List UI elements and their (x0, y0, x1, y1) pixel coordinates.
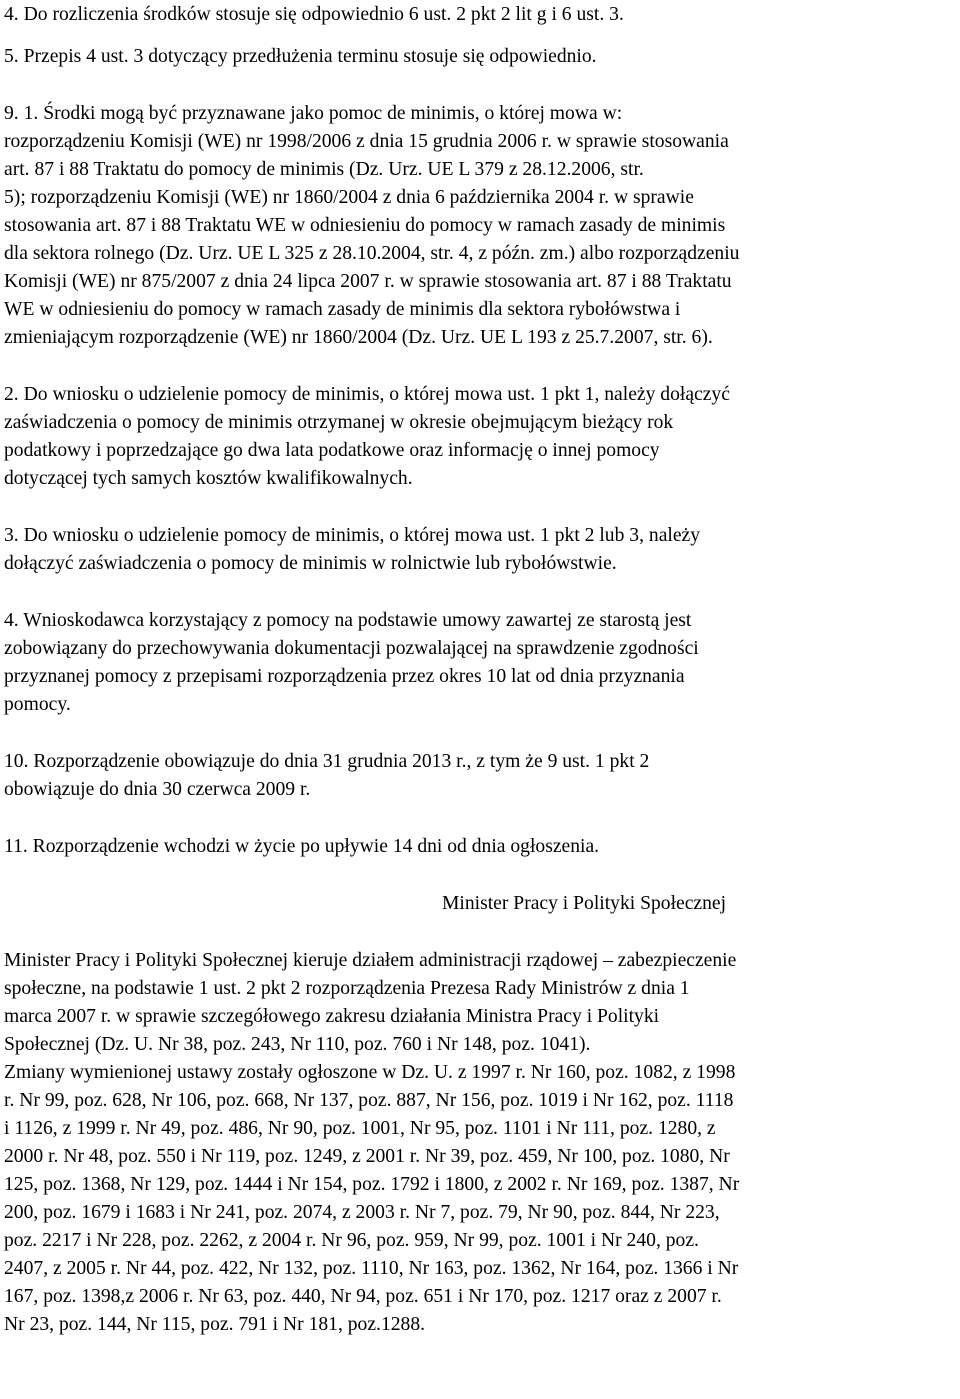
text-line: marca 2007 r. w sprawie szczegółowego zakresu działania Ministra Pracy i Polityki (4, 1006, 660, 1027)
text-line: obowiązuje do dnia 30 czerwca 2009 r. (4, 779, 311, 800)
text-line: społeczne, na podstawie 1 ust. 2 pkt 2 rozporządzenia Prezesa Rady Ministrów z dnia 1 (4, 978, 690, 999)
text-line: 200, poz. 1679 i 1683 i Nr 241, poz. 2074, z 2003 r. Nr 7, poz. 79, Nr 90, poz. 844, Nr 223, (4, 1202, 720, 1223)
text-line: Zmiany wymienionej ustawy zostały ogłoszone w Dz. U. z 1997 r. Nr 160, poz. 1082, z 1998 (4, 1062, 736, 1083)
text-line: zaświadczenia o pomocy de minimis otrzymanej w okresie obejmującym bieżący rok (4, 412, 674, 433)
text-line: art. 87 i 88 Traktatu do pomocy de minimis (Dz. Urz. UE L 379 z 28.12.2006, str. (4, 159, 644, 180)
text-line: zobowiązany do przechowywania dokumentacji pozwalającej na sprawdzenie zgodności (4, 638, 699, 659)
signature-line: Minister Pracy i Polityki Społecznej (442, 893, 727, 914)
text-line: Społecznej (Dz. U. Nr 38, poz. 243, Nr 110, poz. 760 i Nr 148, poz. 1041). (4, 1034, 591, 1055)
text-line: 167, poz. 1398,z 2006 r. Nr 63, poz. 440, Nr 94, poz. 651 i Nr 170, poz. 1217 oraz z 2007 r. (4, 1286, 722, 1307)
text-line: 4. Wnioskodawca korzystający z pomocy na podstawie umowy zawartej ze starostą jest (4, 610, 692, 631)
text-line: 5); rozporządzeniu Komisji (WE) nr 1860/2004 z dnia 6 października 2004 r. w sprawie (4, 187, 694, 208)
text-line: 9. 1. Środki mogą być przyznawane jako pomoc de minimis, o której mowa w: (4, 103, 623, 124)
text-line: 10. Rozporządzenie obowiązuje do dnia 31 grudnia 2013 r., z tym że 9 ust. 1 pkt 2 (4, 751, 650, 772)
text-line: 11. Rozporządzenie wchodzi w życie po upływie 14 dni od dnia ogłoszenia. (4, 836, 600, 857)
text-line: poz. 2217 i Nr 228, poz. 2262, z 2004 r. Nr 96, poz. 959, Nr 99, poz. 1001 i Nr 240, poz. (4, 1230, 699, 1251)
text-line: zmieniającym rozporządzenie (WE) nr 1860/2004 (Dz. Urz. UE L 193 z 25.7.2007, str. 6). (4, 327, 713, 348)
text-line: 2000 r. Nr 48, poz. 550 i Nr 119, poz. 1249, z 2001 r. Nr 39, poz. 459, Nr 100, poz. 1080, Nr (4, 1146, 730, 1167)
text-line: rozporządzeniu Komisji (WE) nr 1998/2006 z dnia 15 grudnia 2006 r. w sprawie stosowania (4, 131, 729, 152)
text-line: 3. Do wniosku o udzielenie pomocy de minimis, o której mowa ust. 1 pkt 2 lub 3, należy (4, 525, 701, 546)
text-line: Komisji (WE) nr 875/2007 z dnia 24 lipca 2007 r. w sprawie stosowania art. 87 i 88 Traktatu (4, 271, 732, 292)
text-line: 2407, z 2005 r. Nr 44, poz. 422, Nr 132, poz. 1110, Nr 163, poz. 1362, Nr 164, poz. 1366 i Nr (4, 1258, 739, 1279)
text-line: 2. Do wniosku o udzielenie pomocy de minimis, o której mowa ust. 1 pkt 1, należy dołączyć (4, 384, 730, 405)
text-line: r. Nr 99, poz. 628, Nr 106, poz. 668, Nr 137, poz. 887, Nr 156, poz. 1019 i Nr 162, poz. 1118 (4, 1090, 734, 1111)
text-line: dla sektora rolnego (Dz. Urz. UE L 325 z 28.10.2004, str. 4, z późn. zm.) albo rozporządzeniu (4, 243, 740, 264)
text-line: 5. Przepis 4 ust. 3 dotyczący przedłużenia terminu stosuje się odpowiednio. (4, 46, 597, 67)
text-line: stosowania art. 87 i 88 Traktatu WE w odniesieniu do pomocy w ramach zasady de minimis (4, 215, 726, 236)
text-line: dołączyć zaświadczenia o pomocy de minimis w rolnictwie lub rybołówstwie. (4, 553, 617, 574)
text-line: 125, poz. 1368, Nr 129, poz. 1444 i Nr 154, poz. 1792 i 1800, z 2002 r. Nr 169, poz. 1387, Nr (4, 1174, 740, 1195)
text-line: Minister Pracy i Polityki Społecznej kieruje działem administracji rządowej – zabezpieczenie (4, 950, 737, 971)
text-line: przyznanej pomocy z przepisami rozporządzenia przez okres 10 lat od dnia przyznania (4, 666, 685, 687)
text-line: i 1126, z 1999 r. Nr 49, poz. 486, Nr 90, poz. 1001, Nr 95, poz. 1101 i Nr 111, poz. 1280, z (4, 1118, 716, 1139)
text-line: pomocy. (4, 694, 71, 715)
text-line: WE w odniesieniu do pomocy w ramach zasady de minimis dla sektora rybołówstwa i (4, 299, 681, 320)
text-line: podatkowy i poprzedzające go dwa lata podatkowe oraz informację o innej pomocy (4, 440, 660, 461)
text-line: Nr 23, poz. 144, Nr 115, poz. 791 i Nr 181, poz.1288. (4, 1314, 426, 1335)
text-line: 4. Do rozliczenia środków stosuje się odpowiednio 6 ust. 2 pkt 2 lit g i 6 ust. 3. (4, 4, 624, 25)
text-line: dotyczącej tych samych kosztów kwalifikowalnych. (4, 468, 413, 489)
